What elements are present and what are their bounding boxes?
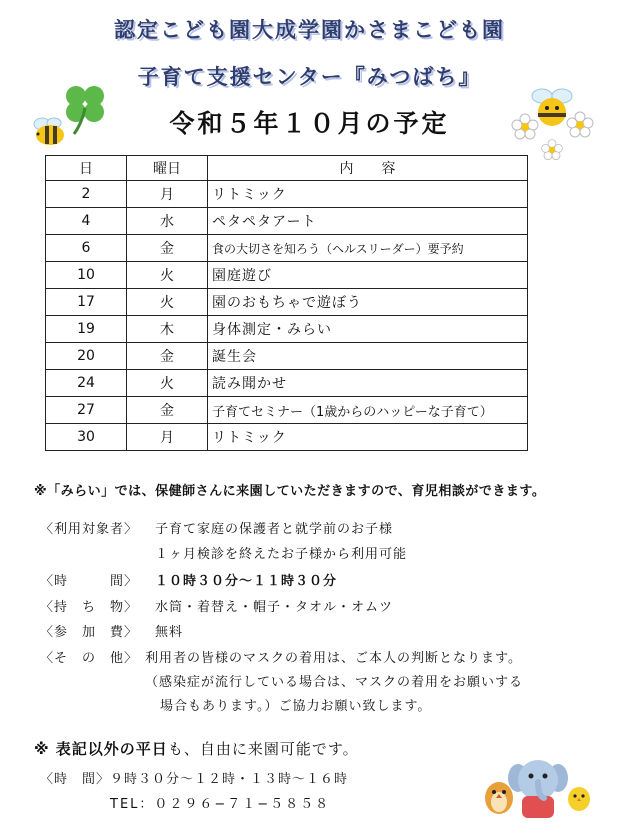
schedule-table xyxy=(45,155,528,451)
flower-icon xyxy=(510,112,540,142)
row-content: 食の大切さを知ろう（ヘルスリーダー）要予約 xyxy=(208,235,528,262)
row-weekday: 月 xyxy=(127,424,208,451)
time-label: 〈時 間〉 xyxy=(40,574,139,589)
table-row xyxy=(46,370,528,397)
header-line2: 子育て支援センター『みつばち』 xyxy=(137,65,482,89)
fee-value: 無料 xyxy=(155,625,184,640)
row-weekday: 木 xyxy=(127,316,208,343)
bee-icon xyxy=(28,114,72,148)
flower-icon xyxy=(565,110,595,140)
row-content: ペタペタアート xyxy=(208,208,528,235)
other-line1: 利用者の皆様のマスクの着用は、ご本人の判断となります。 xyxy=(145,651,522,666)
table-row xyxy=(46,262,528,289)
table-row xyxy=(46,343,528,370)
items-value: 水筒・着替え・帽子・タオル・オムツ xyxy=(155,600,394,615)
table-row xyxy=(46,208,528,235)
other-line2: （感染症が流行している場合は、マスクの着用をお願いする xyxy=(145,675,524,690)
target-line2: １ヶ月検診を終えたお子様から利用可能 xyxy=(155,547,408,562)
row-weekday: 金 xyxy=(127,235,208,262)
table-row xyxy=(46,181,528,208)
row-content: 読み聞かせ xyxy=(208,370,528,397)
table-row xyxy=(46,316,528,343)
table-row xyxy=(46,397,528,424)
phone-number: TEL：０２９６−７１−５８５８ xyxy=(110,797,331,812)
row-content: 園庭遊び xyxy=(208,262,528,289)
row-day: 4 xyxy=(46,208,127,235)
free-visit-prefix: ※ 表記以外の平日 xyxy=(34,740,168,758)
free-visit-note xyxy=(34,738,359,759)
row-day: 10 xyxy=(46,262,127,289)
row-day: 6 xyxy=(46,235,127,262)
row-weekday: 火 xyxy=(127,262,208,289)
row-weekday: 月 xyxy=(127,181,208,208)
table-header-row xyxy=(46,156,528,181)
row-weekday: 水 xyxy=(127,208,208,235)
row-content: 子育てセミナー（1歳からのハッピーな子育て） xyxy=(208,397,528,424)
row-weekday: 金 xyxy=(127,343,208,370)
row-content: 身体測定・みらい xyxy=(208,316,528,343)
target-label: 〈利用対象者〉 xyxy=(40,522,139,537)
row-day: 20 xyxy=(46,343,127,370)
free-hours: 〈時 間〉９時３０分～１２時・１３時～１６時 xyxy=(40,772,349,787)
bird-icon xyxy=(566,782,592,812)
table-row xyxy=(46,289,528,316)
time-value: １０時３０分～１１時３０分 xyxy=(155,574,338,589)
fee-label: 〈参 加 費〉 xyxy=(40,625,139,640)
elephant-icon xyxy=(508,752,568,820)
header-content: 内 容 xyxy=(208,156,528,181)
table-row xyxy=(46,424,528,451)
table-row xyxy=(46,235,528,262)
page-title: 令和５年１０月の予定 xyxy=(169,109,450,138)
row-day: 19 xyxy=(46,316,127,343)
row-day: 30 xyxy=(46,424,127,451)
free-visit-suffix: も、自由に来園可能です。 xyxy=(167,740,359,758)
row-day: 24 xyxy=(46,370,127,397)
row-day: 17 xyxy=(46,289,127,316)
row-day: 2 xyxy=(46,181,127,208)
items-label: 〈持 ち 物〉 xyxy=(40,600,139,615)
row-content: 園のおもちゃで遊ぼう xyxy=(208,289,528,316)
mirai-note: ※「みらい」では、保健師さんに来園していただきますので、育児相談ができます。 xyxy=(34,484,546,499)
row-content: リトミック xyxy=(208,424,528,451)
other-line3: 場合もあります。）ご協力お願い致します。 xyxy=(160,699,432,714)
header-weekday: 曜日 xyxy=(127,156,208,181)
row-content: 誕生会 xyxy=(208,343,528,370)
target-line1: 子育て家庭の保護者と就学前のお子様 xyxy=(155,522,394,537)
row-weekday: 金 xyxy=(127,397,208,424)
row-weekday: 火 xyxy=(127,370,208,397)
row-day: 27 xyxy=(46,397,127,424)
row-content: リトミック xyxy=(208,181,528,208)
other-label: 〈そ の 他〉 xyxy=(40,651,139,666)
row-weekday: 火 xyxy=(127,289,208,316)
flower-icon xyxy=(540,138,564,162)
header-day: 日 xyxy=(46,156,127,181)
header-line1: 認定こども園大成学園かさまこども園 xyxy=(114,18,505,42)
